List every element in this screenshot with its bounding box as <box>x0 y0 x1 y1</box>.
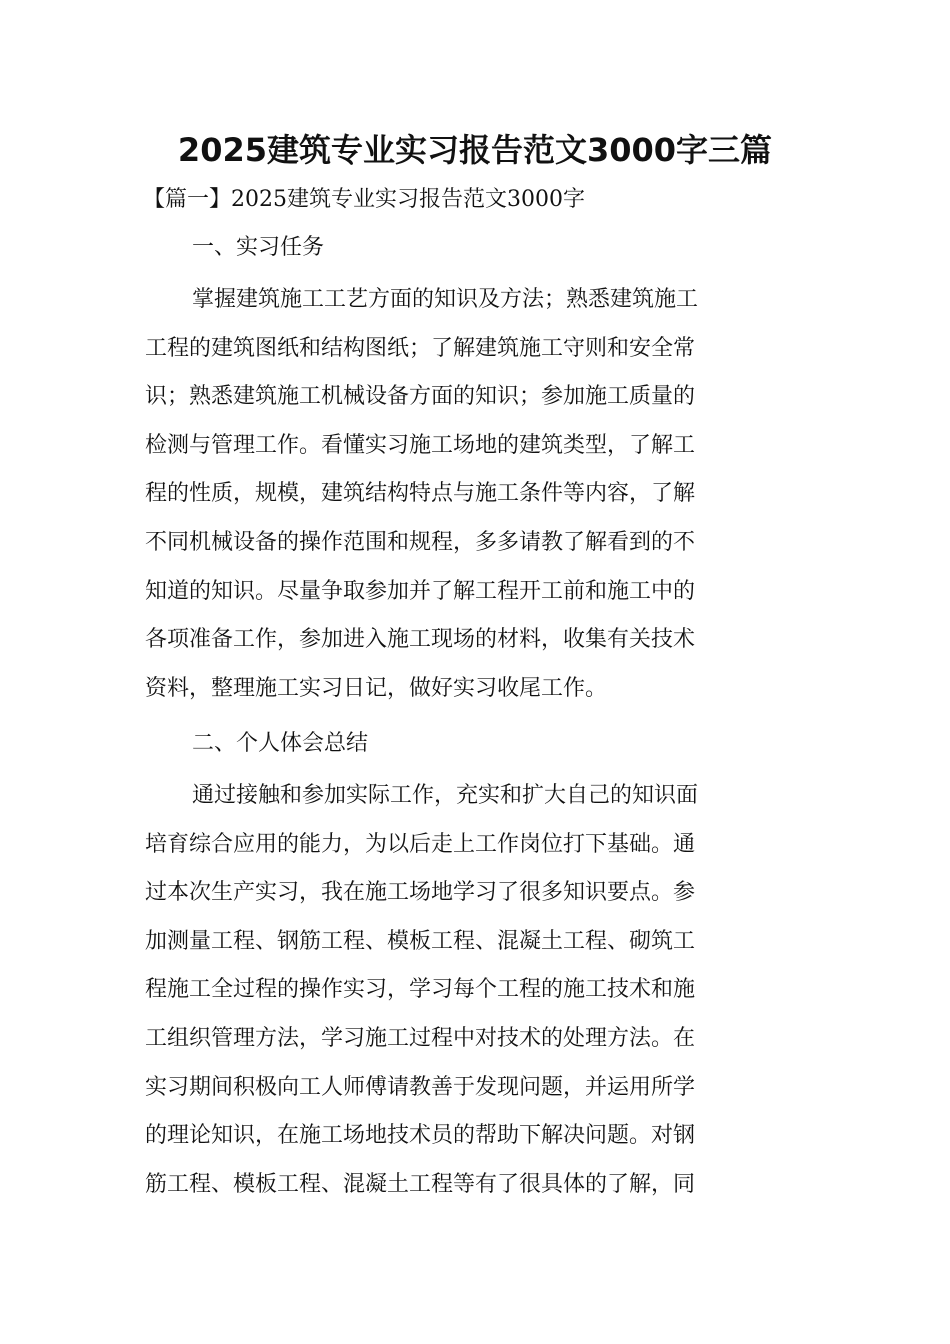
paragraph-line: 培育综合应用的能力，为以后走上工作岗位打下基础。通 <box>145 831 696 857</box>
paragraph-line: 识；熟悉建筑施工机械设备方面的知识；参加施工质量的 <box>145 384 696 410</box>
paragraph-line: 通过接触和参加实际工作，充实和扩大自己的知识面 <box>192 783 699 808</box>
paragraph-line: 工程的建筑图纸和结构图纸；了解建筑施工守则和安全常 <box>145 335 696 361</box>
document-subtitle: 【篇一】2025建筑专业实习报告范文3000字 <box>143 187 585 212</box>
document-title: 2025建筑专业实习报告范文3000字三篇 <box>177 131 773 169</box>
paragraph-line: 不同机械设备的操作范围和规程，多多请教了解看到的不 <box>145 529 696 555</box>
paragraph-line: 过本次生产实习，我在施工场地学习了很多知识要点。参 <box>145 880 696 906</box>
paragraph-line: 的理论知识，在施工场地技术员的帮助下解决问题。对钢 <box>145 1123 696 1149</box>
paragraph-line: 程的性质，规模，建筑结构特点与施工条件等内容，了解 <box>145 481 696 507</box>
paragraph-line: 掌握建筑施工工艺方面的知识及方法；熟悉建筑施工 <box>192 287 699 312</box>
section-heading-summary: 二、个人体会总结 <box>192 731 369 756</box>
paragraph-line: 资料，整理施工实习日记，做好实习收尾工作。 <box>145 675 608 701</box>
paragraph-line: 加测量工程、钢筋工程、模板工程、混凝土工程、砌筑工 <box>145 928 696 954</box>
paragraph-tasks <box>145 276 807 713</box>
paragraph-line: 实习期间积极向工人师傅请教善于发现问题，并运用所学 <box>145 1074 696 1100</box>
paragraph-summary <box>145 772 807 1209</box>
section-heading-tasks: 一、实习任务 <box>192 235 325 260</box>
paragraph-line: 知道的知识。尽量争取参加并了解工程开工前和施工中的 <box>145 578 696 604</box>
paragraph-line: 筋工程、模板工程、混凝土工程等有了很具体的了解，同 <box>145 1171 696 1197</box>
paragraph-line: 检测与管理工作。看懂实习施工场地的建筑类型，了解工 <box>145 432 696 458</box>
paragraph-line: 程施工全过程的操作实习，学习每个工程的施工技术和施 <box>145 977 696 1003</box>
paragraph-line: 工组织管理方法，学习施工过程中对技术的处理方法。在 <box>145 1025 696 1051</box>
paragraph-line: 各项准备工作，参加进入施工现场的材料，收集有关技术 <box>145 627 696 653</box>
